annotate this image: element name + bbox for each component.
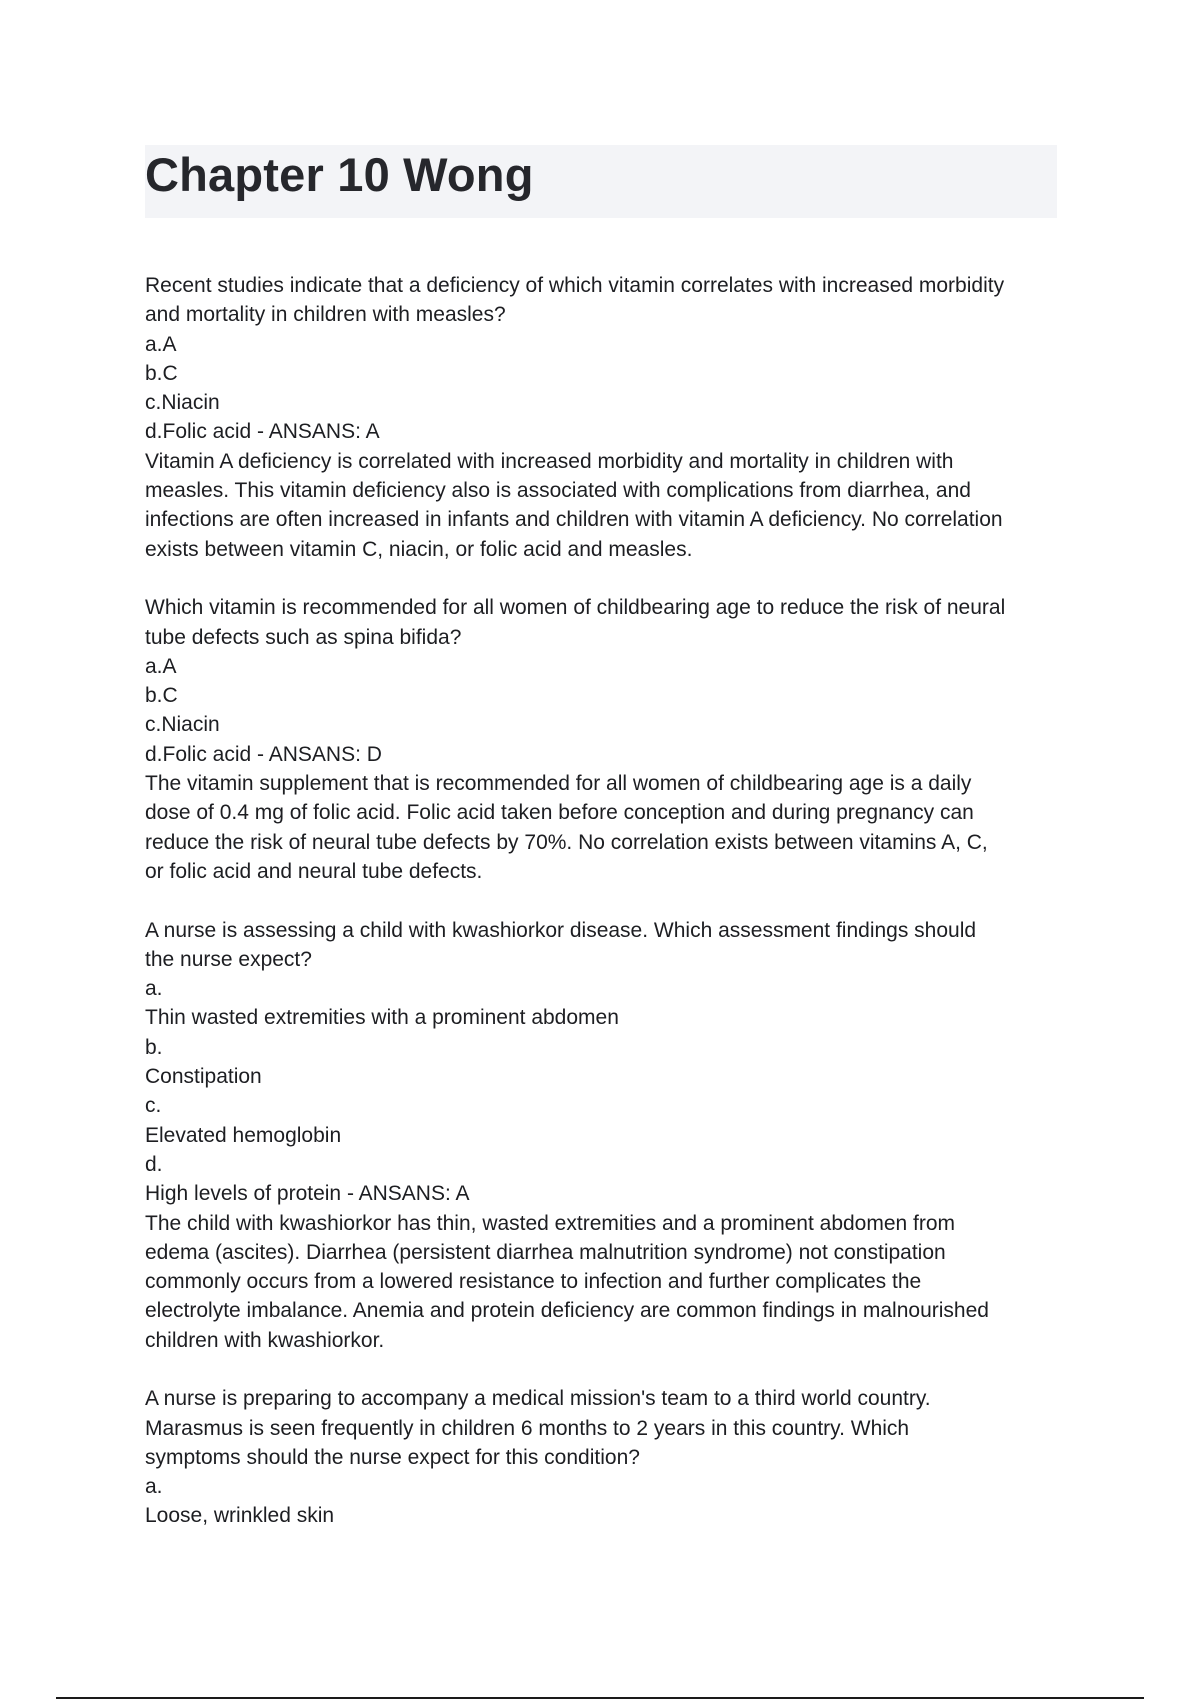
rationale-line: reduce the risk of neural tube defects by 70%. No correlation exists between vitamins A, C, [145,830,988,854]
rationale-line: measles. This vitamin deficiency also is associated with complications from diarrhea, and [145,479,971,503]
page-title: Chapter 10 Wong [145,148,534,201]
question-text-line: symptoms should the nurse expect for this condition? [145,1445,640,1469]
answer-option-d-text-with-key: High levels of protein - ANSANS: A [145,1182,470,1206]
page-bottom-rule [56,1697,1144,1699]
question-text-line: A nurse is preparing to accompany a medical mission's team to a third world country. [145,1387,931,1411]
question-text-line: the nurse expect? [145,947,312,971]
answer-option-c: c.Niacin [145,391,220,415]
answer-option-a-text: Thin wasted extremities with a prominent abdomen [145,1006,619,1030]
question-text-line: Marasmus is seen frequently in children 6 months to 2 years in this country. Which [145,1416,910,1440]
rationale-line: or folic acid and neural tube defects. [145,859,483,883]
answer-option-d-with-key: d.Folic acid - ANSANS: A [145,420,380,444]
rationale-line: exists between vitamin C, niacin, or folic acid and measles. [145,537,693,561]
question-block-1 [145,271,1065,564]
answer-option-b-text: Constipation [145,1065,262,1089]
answer-option-a-text: Loose, wrinkled skin [145,1504,335,1528]
question-text-line: Which vitamin is recommended for all women of childbearing age to reduce the risk of neural [145,596,1006,620]
rationale-line: commonly occurs from a lowered resistance to infection and further complicates the [145,1270,922,1294]
question-text-line: tube defects such as spina bifida? [145,625,462,649]
rationale-line: Vitamin A deficiency is correlated with increased morbidity and mortality in children with [145,449,954,473]
document-body [145,271,1065,1560]
answer-option-a: a.A [145,654,177,678]
rationale-line: The child with kwashiorkor has thin, wasted extremities and a prominent abdomen from [145,1211,956,1235]
answer-option-a: a.A [145,332,177,356]
question-text-line: A nurse is assessing a child with kwashiorkor disease. Which assessment findings should [145,918,977,942]
answer-option-b: b.C [145,361,178,385]
rationale-line: The vitamin supplement that is recommended for all women of childbearing age is a daily [145,772,972,796]
answer-option-a-letter: a. [145,977,163,1001]
rationale-line: infections are often increased in infants and children with vitamin A deficiency. No correlation [145,508,1003,532]
rationale-line: dose of 0.4 mg of folic acid. Folic acid taken before conception and during pregnancy can [145,801,974,825]
rationale-line: edema (ascites). Diarrhea (persistent diarrhea malnutrition syndrome) not constipation [145,1240,946,1264]
rationale-line: children with kwashiorkor. [145,1328,385,1352]
question-block-2 [145,593,1065,886]
question-block-3 [145,916,1065,1355]
rationale-line: electrolyte imbalance. Anemia and protein deficiency are common findings in malnourished [145,1299,989,1323]
answer-option-c: c.Niacin [145,713,220,737]
question-block-4 [145,1384,1065,1530]
answer-option-b-letter: b. [145,1035,163,1059]
question-text-line: Recent studies indicate that a deficiency of which vitamin correlates with increased morbidity [145,274,1005,297]
answer-option-d-letter: d. [145,1152,163,1176]
answer-option-b: b.C [145,684,178,708]
answer-option-d-with-key: d.Folic acid - ANSANS: D [145,742,382,766]
answer-option-a-letter: a. [145,1475,163,1499]
answer-option-c-letter: c. [145,1094,162,1118]
question-text-line: and mortality in children with measles? [145,303,506,327]
answer-option-c-text: Elevated hemoglobin [145,1123,342,1147]
